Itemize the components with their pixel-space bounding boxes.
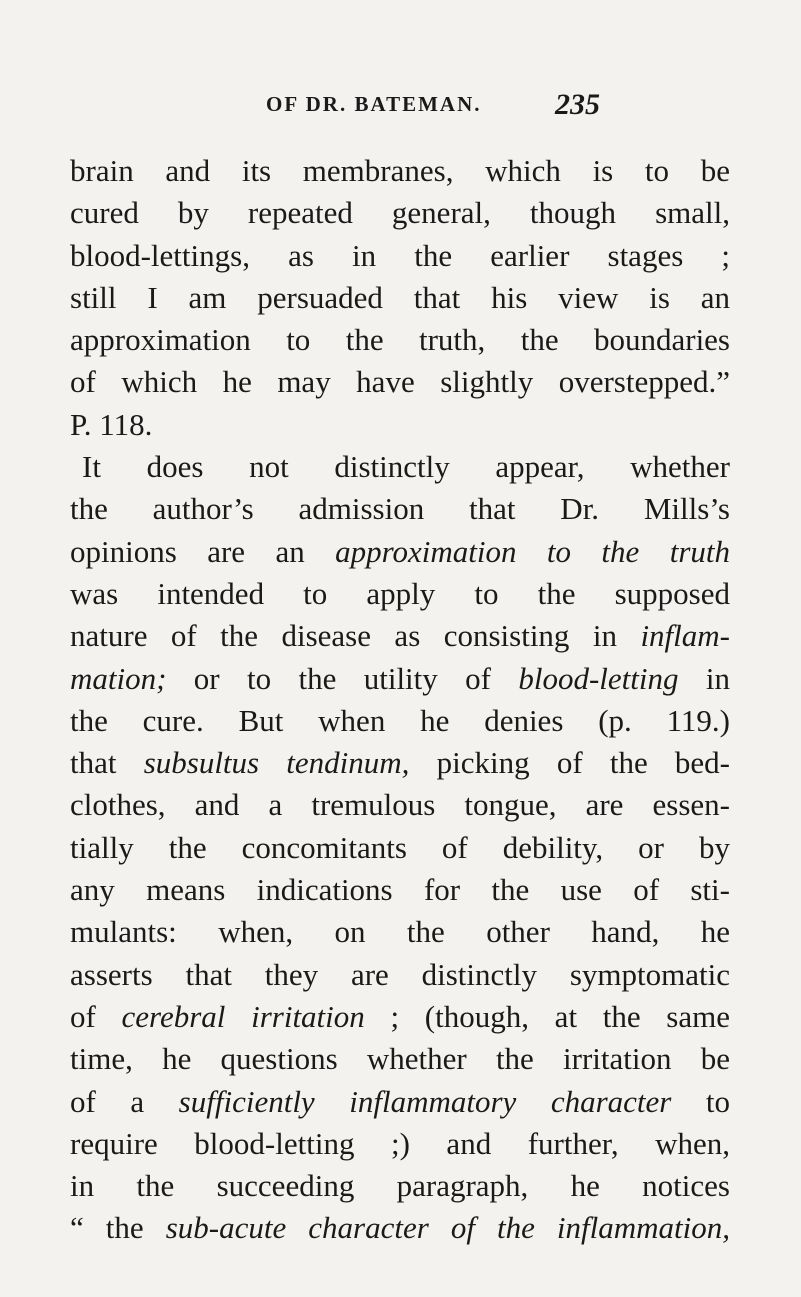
text-line	[70, 192, 730, 234]
text-segment: still I am persuaded that his view is an	[70, 279, 730, 315]
text-segment: brain and its membranes, which is to be	[70, 153, 730, 188]
text-segment: require blood-letting ;) and further, when,	[70, 1125, 730, 1161]
text-line	[70, 531, 730, 573]
text-segment: of which he may have slightly overstepped.”	[70, 364, 730, 400]
text-line	[70, 319, 730, 361]
text-line	[70, 742, 730, 784]
text-line	[70, 869, 730, 911]
text-segment: ; (though, at the same	[364, 998, 731, 1034]
text-line	[70, 277, 730, 319]
italic-text: inflam-	[640, 618, 730, 654]
text-segment: that	[70, 745, 144, 781]
text-segment: to	[671, 1083, 730, 1119]
text-line	[70, 700, 730, 742]
italic-text: subsultus tendinum,	[143, 745, 410, 781]
text-segment: It does not distinctly appear, whether	[82, 449, 730, 485]
text-segment: opinions are an	[70, 533, 336, 569]
text-segment: time, he questions whether the irritation be	[70, 1041, 730, 1077]
text-line	[70, 235, 730, 277]
text-segment: in	[678, 660, 730, 696]
italic-text: sufficiently inflammatory character	[178, 1083, 672, 1119]
text-segment: tially the concomitants of debility, or by	[70, 829, 730, 865]
italic-text: cerebral irritation	[121, 998, 365, 1034]
page-number: 235	[555, 88, 600, 121]
running-head-title: OF DR. BATEMAN.	[266, 92, 482, 116]
text-segment: clothes, and a tremulous tongue, are essen-	[70, 787, 730, 823]
text-segment: cured by repeated general, though small,	[70, 195, 730, 231]
text-segment: “ the	[70, 1210, 166, 1246]
text-line	[70, 488, 730, 530]
text-line	[70, 361, 730, 403]
text-segment: of a	[70, 1083, 179, 1119]
italic-text: blood-letting	[518, 660, 679, 696]
text-line	[70, 1123, 730, 1165]
text-segment: was intended to apply to the supposed	[70, 575, 730, 611]
text-line	[70, 1081, 730, 1123]
text-segment: the author’s admission that Dr. Mills’s	[70, 491, 730, 527]
running-head	[266, 88, 756, 128]
text-segment: asserts that they are distinctly symptomatic	[70, 956, 730, 992]
text-line	[70, 1207, 730, 1249]
text-segment: in the succeeding paragraph, he notices	[70, 1168, 730, 1204]
text-line	[70, 954, 730, 996]
text-segment: nature of the disease as consisting in	[70, 618, 641, 654]
text-segment: or to the utility of	[166, 660, 519, 696]
text-segment: P. 118.	[70, 406, 153, 442]
text-line	[70, 446, 730, 488]
text-segment: the cure. But when he denies (p. 119.)	[70, 702, 730, 738]
text-line	[70, 911, 730, 953]
text-segment: mulants: when, on the other hand, he	[70, 914, 730, 950]
text-line	[70, 1165, 730, 1207]
text-segment: blood-lettings, as in the earlier stages ;	[70, 237, 730, 273]
text-line	[70, 827, 730, 869]
text-line	[70, 615, 730, 657]
text-line	[70, 404, 730, 446]
italic-text: approximation to the truth	[335, 533, 730, 569]
text-line	[70, 150, 730, 192]
text-line	[70, 1038, 730, 1080]
italic-text: mation;	[70, 660, 167, 696]
text-segment: any means indications for the use of sti-	[70, 872, 730, 908]
text-line	[70, 658, 730, 700]
text-line	[70, 996, 730, 1038]
text-segment: approximation to the truth, the boundaries	[70, 322, 730, 358]
body-text	[70, 150, 730, 1250]
text-line	[70, 573, 730, 615]
text-segment: picking of the bed-	[409, 745, 730, 781]
text-segment: of	[70, 998, 122, 1034]
text-line	[70, 784, 730, 826]
italic-text: sub-acute character of the inflammation,	[165, 1210, 730, 1246]
